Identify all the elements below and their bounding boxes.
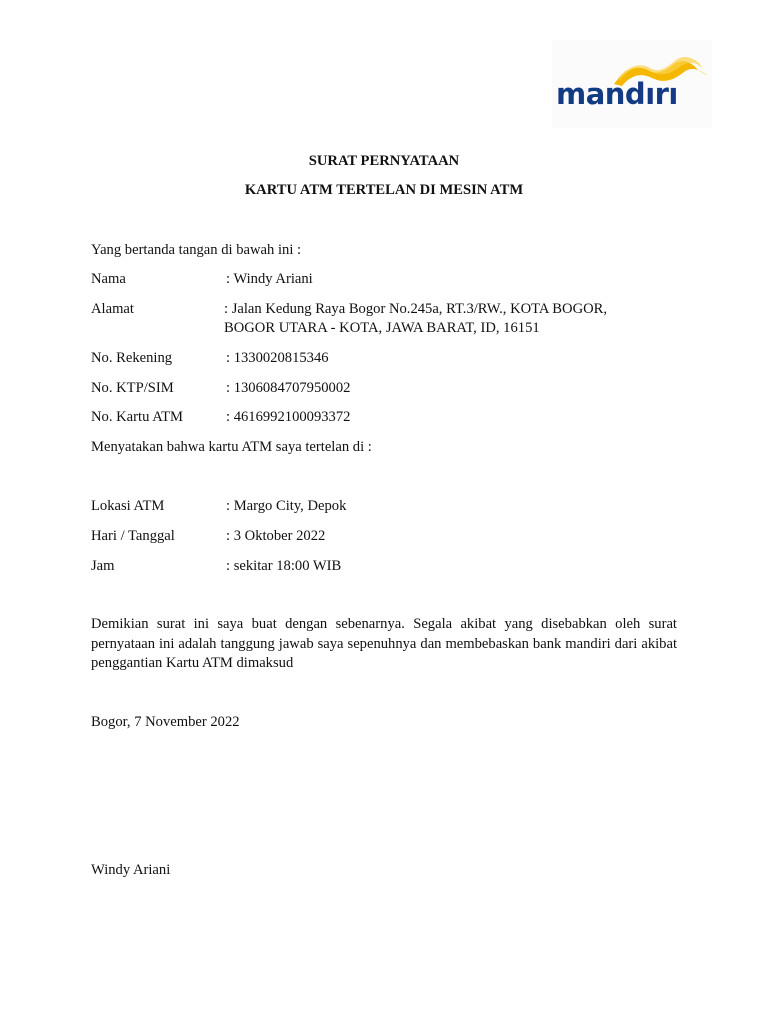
- account-label: No. Rekening: [91, 350, 173, 366]
- document-subtitle: KARTU ATM TERTELAN DI MESIN ATM: [244, 182, 524, 198]
- card-label: No. Kartu ATM: [91, 409, 184, 425]
- name-label: Nama: [91, 271, 126, 287]
- intro-text: Yang bertanda tangan di bawah ini :: [91, 242, 302, 258]
- name-value: : Windy Ariani: [226, 271, 313, 287]
- statement-text: Menyatakan bahwa kartu ATM saya tertelan di :: [91, 439, 372, 455]
- ktp-label: No. KTP/SIM: [91, 380, 174, 396]
- address-value: : Jalan Kedung Raya Bogor No.245a, RT.3/RW., KOTA BOGOR, BOGOR UTARA - KOTA, JAWA BARAT, ID, 16151: [224, 300, 608, 336]
- signature-name: Windy Ariani: [91, 862, 171, 878]
- date-label: Hari / Tanggal: [91, 528, 175, 544]
- document-title: SURAT PERNYATAAN: [308, 153, 460, 169]
- closing-paragraph: Demikian surat ini saya buat dengan sebenarnya. Segala akibat yang disebabkan oleh surat pernyataan ini adalah tanggung jawab saya sepenuhnya dan membebaskan bank mandiri dari akibat penggantian Kartu ATM dimaksud: [91, 616, 677, 671]
- place-date: Bogor, 7 November 2022: [91, 714, 240, 730]
- time-value: : sekitar 18:00 WIB: [226, 558, 342, 574]
- location-label: Lokasi ATM: [91, 498, 165, 514]
- ktp-value: : 1306084707950002: [226, 380, 351, 396]
- account-value: : 1330020815346: [226, 350, 329, 366]
- date-value: : 3 Oktober 2022: [226, 528, 326, 544]
- logo-wordmark: mandırı: [556, 77, 678, 111]
- mandiri-logo: [552, 40, 712, 128]
- time-label: Jam: [91, 558, 115, 574]
- address-label: Alamat: [91, 301, 134, 317]
- location-value: : Margo City, Depok: [226, 498, 347, 514]
- card-value: : 4616992100093372: [226, 409, 351, 425]
